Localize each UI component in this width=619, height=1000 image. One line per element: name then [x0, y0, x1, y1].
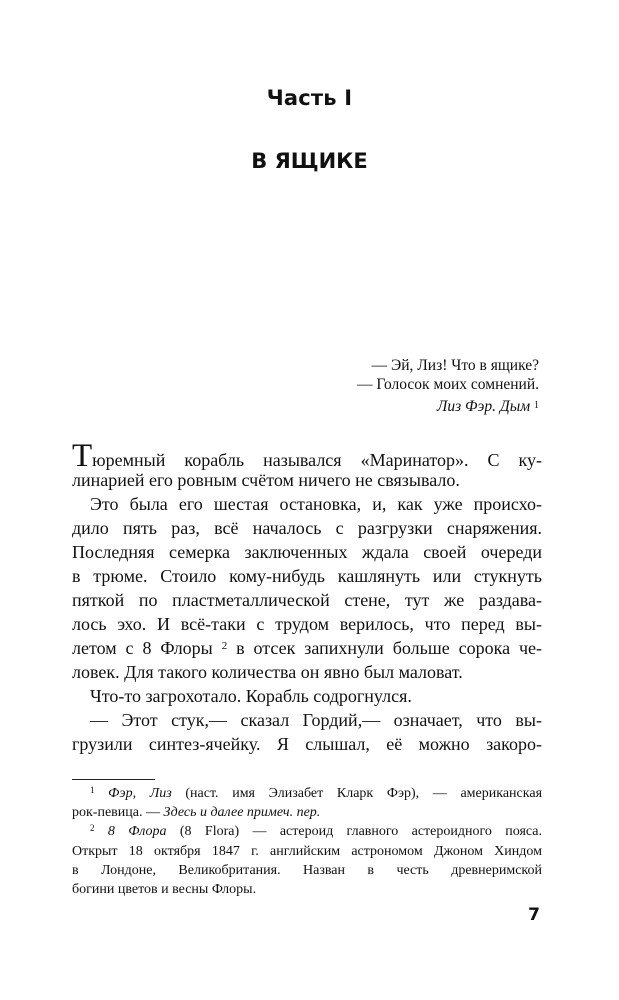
footnote-line: богини цветов и весны Флоры.: [72, 881, 257, 897]
drop-cap: Т: [72, 438, 93, 474]
footnote-line: [72, 784, 542, 803]
footnote-number: 1: [90, 785, 95, 795]
epigraph: [250, 356, 539, 418]
text-line: — Этот стук,— сказал Гордий,— означает, что вы-: [90, 710, 542, 730]
footnote-ref: 2: [221, 640, 228, 652]
footnotes: [72, 784, 542, 899]
footnote-number: 2: [90, 823, 95, 834]
text-line: лось эхо. И всё-таки с трудом верилось, что перед вы-: [72, 614, 542, 634]
footnote-term: 8 Флора: [107, 824, 167, 840]
epigraph-line: — Эй, Лиз! Что в ящике?: [371, 357, 539, 374]
footnote-term: Фэр, Лиз: [108, 786, 172, 801]
footnote-text: (8 Flora) — астероид главного астероидного пояса.: [166, 824, 543, 840]
footnote-line: Открыт 18 октября 1847 г. английским астрономом Джоном Хиндом: [72, 843, 542, 859]
text-line: Это была его шестая остановка, и, как уже происхо-: [90, 494, 542, 514]
epigraph-attribution: [250, 397, 539, 418]
text-fragment: юремный корабль назывался «Маринатор». С ку-: [92, 450, 542, 470]
footnote-text: рок-певица. —: [72, 805, 164, 821]
text-line: [72, 438, 542, 474]
text-line: грузили синтез-ячейку. Я слышал, её можно закоро-: [72, 734, 542, 754]
footnote-line: [72, 803, 542, 822]
footnote-note: Здесь и далее примеч. пер.: [163, 805, 321, 821]
text-fragment: летом с 8 Флоры: [72, 638, 213, 658]
text-line: в трюме. Стоило кому-нибудь кашлянуть или стукнуть: [72, 566, 542, 586]
text-line: [72, 636, 542, 660]
text-fragment: в отсек запихнули больше сорока че-: [227, 638, 543, 658]
footnote-divider: [72, 779, 155, 780]
text-line: линарией его ровным счётом ничего не связывало.: [72, 470, 460, 490]
epigraph-source: Лиз Фэр. Дым: [436, 398, 531, 415]
footnote-line: в Лондоне, Великобритания. Назван в честь древнеримской: [72, 862, 542, 878]
text-line: пяткой по пластметаллической стене, тут же раздава-: [72, 590, 542, 610]
text-line: дило пять раз, всё началось с разгрузки снаряжения.: [72, 518, 542, 538]
text-line: Что-то загрохотало. Корабль содрогнулся.: [90, 686, 412, 706]
chapter-title: В ЯЩИКЕ: [251, 149, 368, 173]
body-text: [72, 438, 543, 756]
page-number: 7: [528, 905, 540, 925]
text-line: Последняя семерка заключенных ждала своей очереди: [72, 542, 542, 562]
footnote-line: [72, 822, 542, 841]
footnote-text: (наст. имя Элизабет Кларк Фэр), — американская: [171, 786, 543, 801]
text-line: ловек. Для такого количества он явно был маловат.: [72, 662, 463, 682]
part-title: Часть I: [266, 86, 353, 110]
footnote-ref: 1: [534, 400, 539, 411]
epigraph-line: — Голосок моих сомнений.: [357, 376, 539, 393]
